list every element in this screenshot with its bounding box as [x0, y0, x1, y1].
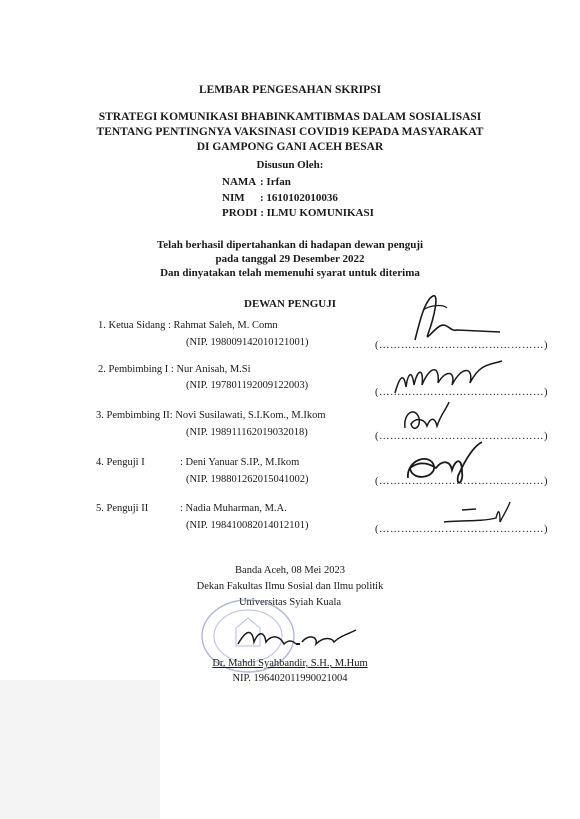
signature-3-image	[395, 398, 455, 443]
signature-4-image	[400, 438, 490, 493]
member-3-signature-line: (………………………………………)	[375, 431, 548, 442]
page-title: LEMBAR PENGESAHAN SKRIPSI	[198, 84, 382, 96]
member-4-nip: (NIP. 198801262015041002)	[186, 474, 309, 485]
member-1-nip: (NIP. 198009142010121001)	[186, 337, 309, 348]
identity-nim: NIM : 1610102010036	[222, 192, 338, 204]
member-5-signature-line: (………………………………………)	[375, 524, 548, 535]
prepared-by-label: Disusun Oleh:	[256, 159, 324, 171]
dean-nip: NIP. 196402011990021004	[232, 673, 348, 684]
member-3-line: 3. Pembimbing II: Novi Susilawati, S.I.Kom., M.Ikom	[96, 410, 326, 421]
member-2-signature-line: (………………………………………)	[375, 387, 548, 398]
thesis-title-line: STRATEGI KOMUNIKASI BHABINKAMTIBMAS DALAM SOSIALISASI	[98, 111, 482, 123]
scan-shading	[0, 680, 160, 819]
dean-name: Dr. Mahdi Syahbandir, S.H., M.Hum	[212, 658, 368, 669]
member-4-signature-line: (………………………………………)	[375, 476, 548, 487]
signature-2-image	[390, 355, 510, 400]
signature-5-image	[440, 500, 520, 530]
institution-name: Universitas Syiah Kuala	[238, 597, 342, 608]
defense-statement: Telah berhasil dipertahankan di hadapan dewan penguji pada tanggal 29 Desember 2022 Dan dinyatakan telah memenuhi syarat untuk diterima	[156, 239, 424, 279]
member-5-line: 5. Penguji II : Nadia Muharman, M.A.	[96, 503, 287, 514]
member-1-line: 1. Ketua Sidang : Rahmat Saleh, M. Comn	[98, 320, 278, 331]
member-4-line: 4. Penguji I : Deni Yanuar S.IP., M.Ikom	[96, 457, 300, 468]
member-1-signature-line: (………………………………………)	[375, 340, 548, 351]
dean-signature-image	[232, 618, 362, 658]
member-3-nip: (NIP. 198911162019032018)	[186, 427, 308, 438]
identity-program: PRODI : ILMU KOMUNIKASI	[222, 207, 374, 219]
dean-position: Dekan Fakultas Ilmu Sosial dan Ilmu politik	[196, 581, 384, 592]
member-2-nip: (NIP. 197801192009122003)	[186, 380, 309, 391]
signature-1-image	[395, 290, 505, 350]
member-2-line: 2. Pembimbing I : Nur Anisah, M.Si	[98, 364, 251, 375]
identity-name: NAMA : Irfan	[222, 176, 291, 188]
thesis-title-line: TENTANG PENTINGNYA VAKSINASI COVID19 KEPADA MASYARAKAT	[96, 126, 484, 138]
place-date: Banda Aceh, 08 Mei 2023	[235, 565, 345, 576]
thesis-title	[0, 110, 580, 155]
thesis-title-line: DI GAMPONG GANI ACEH BESAR	[196, 141, 384, 153]
committee-title: DEWAN PENGUJI	[244, 298, 336, 310]
member-5-nip: (NIP. 198410082014012101)	[186, 520, 309, 531]
